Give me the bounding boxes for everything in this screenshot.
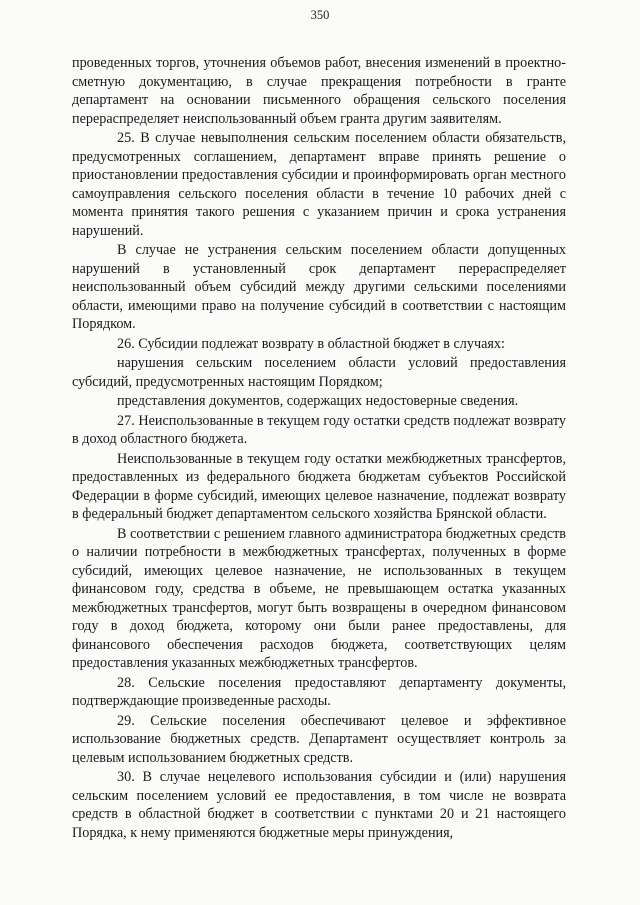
paragraph-26-case-2: представления документов, содержащих недостоверные сведения. <box>117 393 519 409</box>
page-number: 350 <box>310 8 330 22</box>
paragraph-30: 30. В случае нецелевого использования субсидии и (или) нарушения сельским поселением условий ее предоставления, в том числе не возврата средств в областной бюджет в соответствии с пунктами 20 и 21 настоящего Порядка, к нему применяются бюджетные меры принуждения, <box>72 769 566 841</box>
paragraph-25-violations: В случае не устранения сельским поселением области допущенных нарушений в установленный срок департамент перераспределяет неиспользованный объем субсидий между другими сельскими поселениями области, имеющими право на получение субсидий в соответствии с настоящим Порядком. <box>72 242 566 332</box>
paragraph-26-case-1: нарушения сельским поселением области условий предоставления субсидий, предусмотренных настоящим Порядком; <box>72 355 566 390</box>
paragraph-27-federal: Неиспользованные в текущем году остатки межбюджетных трансфертов, предоставленных из федерального бюджета бюджетам субъектов Российской Федерации в форме субсидий, имеющих целевое назначение, подлежат возврату в федеральный бюджет департаментом сельского хозяйства Брянской области. <box>72 450 566 522</box>
paragraph-26: 26. Субсидии подлежат возврату в областной бюджет в случаях: <box>117 335 505 352</box>
paragraph-28: 28. Сельские поселения предоставляют департаменту документы, подтверждающие произведенные расходы. <box>72 674 566 709</box>
document-body <box>72 54 566 843</box>
paragraph-25: 25. В случае невыполнения сельским поселением области обязательств, предусмотренных соглашением, департамент вправе принять решение о приостановлении предоставления субсидии и проинформировать орган местного самоуправления сельского поселения области в течение 10 рабочих дней с момента принятия такого решения с указанием причин и срока устранения нарушений. <box>72 130 566 239</box>
paragraph-29: 29. Сельские поселения обеспечивают целевое и эффективное использование бюджетных средств. Департамент осуществляет контроль за целевым использованием бюджетных средств. <box>72 712 566 766</box>
paragraph-27-return: В соответствии с решением главного администратора бюджетных средств о наличии потребности в межбюджетных трансфертах, полученных в форме субсидий, имеющих целевое назначение, не использованных в текущем финансовом году, средства в объеме, не превышающем остатка указанных межбюджетных трансфертов, могут быть возвращены в очередном финансовом году в доход бюджета, которому они были ранее предоставлены, для финансового обеспечения расходов бюджета, соответствующих целям предоставления указанных межбюджетных трансфертов. <box>72 525 566 671</box>
paragraph-continuation: проведенных торгов, уточнения объемов работ, внесения изменений в проектно-сметную документацию, в случае прекращения потребности в гранте департамент на основании письменного обращения сельского поселения перераспределяет неиспользованный объем гранта другим заявителям. <box>72 55 566 127</box>
paragraph-27: 27. Неиспользованные в текущем году остатки средств подлежат возврату в доход областного бюджета. <box>72 412 566 447</box>
